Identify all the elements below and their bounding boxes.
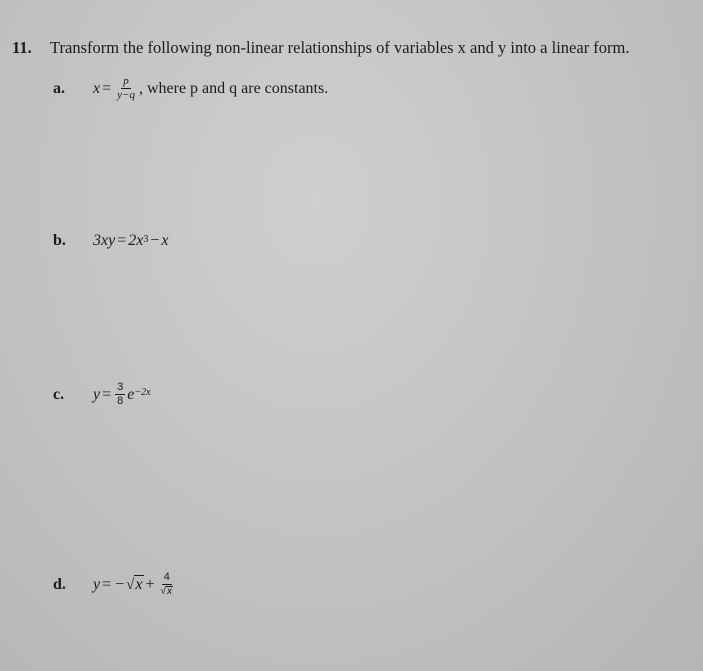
part-c-base: e xyxy=(127,385,135,403)
part-b xyxy=(53,232,168,250)
part-b-lhs: 3xy xyxy=(93,232,116,249)
sqrt-icon: √ xyxy=(160,586,167,597)
part-d-sqrt xyxy=(126,575,143,594)
part-b-term1: 2x xyxy=(128,232,144,249)
part-b-term2: x xyxy=(161,232,169,249)
part-d-fraction xyxy=(159,572,176,597)
part-a-equation xyxy=(93,76,143,101)
part-a-fraction xyxy=(115,76,137,101)
part-d-numerator: 4 xyxy=(163,571,170,583)
part-c-equals: = xyxy=(102,385,112,403)
part-d-label: d. xyxy=(53,575,66,593)
part-d-equals: = xyxy=(102,575,112,593)
part-c-denominator: 8 xyxy=(117,395,124,407)
part-c-fraction xyxy=(115,382,125,407)
part-a-comma: , xyxy=(138,79,143,97)
part-b-label: b. xyxy=(53,232,66,249)
part-d-equation xyxy=(93,572,177,597)
part-c-lhs: y xyxy=(93,385,101,403)
part-c-exponent: −2x xyxy=(134,387,151,398)
part-c xyxy=(53,382,151,407)
part-b-equals: = xyxy=(117,232,127,249)
part-a-label: a. xyxy=(53,79,65,97)
part-d-denominator-radicand: x xyxy=(167,586,173,597)
part-d-plus: + xyxy=(145,575,155,593)
part-b-equation xyxy=(93,232,168,250)
part-d xyxy=(53,572,177,597)
part-a-denominator: y−q xyxy=(117,89,135,101)
part-d-radicand: x xyxy=(135,576,143,593)
part-c-numerator: 3 xyxy=(117,381,124,393)
part-a-equals: = xyxy=(102,79,112,97)
part-b-minus: − xyxy=(150,232,160,249)
part-a-numerator: p xyxy=(123,75,129,87)
part-c-label: c. xyxy=(53,385,65,403)
part-c-equation xyxy=(93,382,151,407)
question-instruction: Transform the following non-linear relationships of variables x and y into a linear form. xyxy=(50,38,630,57)
part-d-negative: − xyxy=(115,575,125,593)
part-d-denominator-sqrt xyxy=(161,586,174,597)
part-a-condition: where p and q are constants. xyxy=(146,79,329,97)
part-a xyxy=(53,76,328,101)
question-header xyxy=(12,38,630,58)
part-d-lhs: y xyxy=(93,575,101,593)
part-b-term1-exponent: 3 xyxy=(143,233,149,245)
part-d-denominator xyxy=(159,585,176,597)
sqrt-icon: √ xyxy=(126,577,135,593)
part-a-lhs: x xyxy=(93,79,101,97)
question-number: 11. xyxy=(12,38,32,57)
